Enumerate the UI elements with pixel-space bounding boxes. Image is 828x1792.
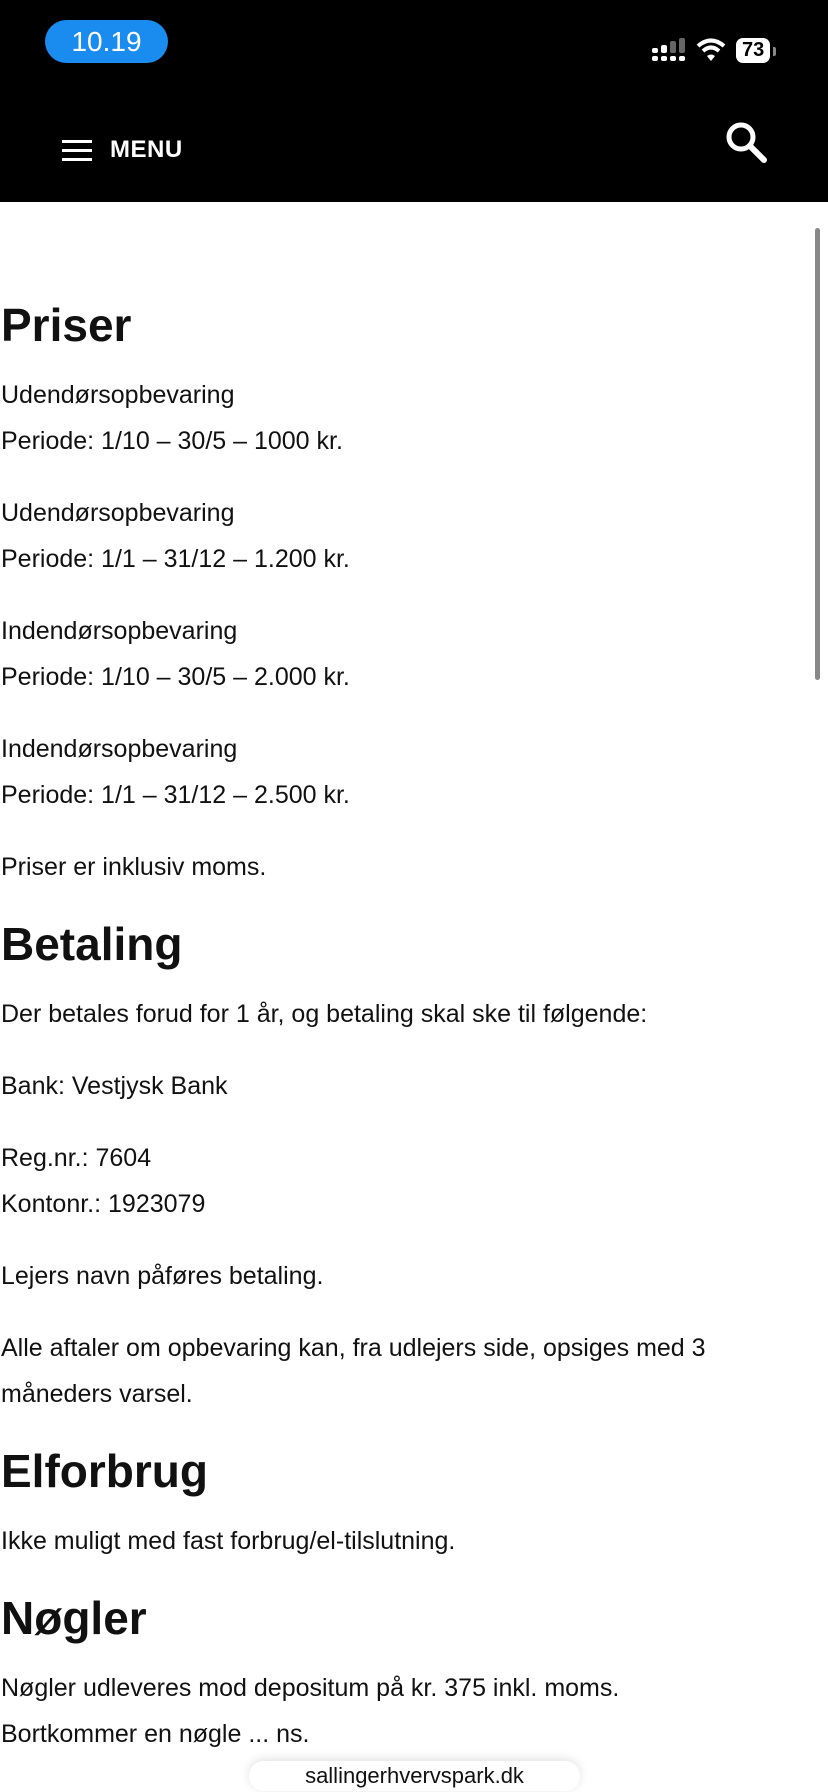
menu-label: MENU bbox=[110, 136, 183, 163]
termination-note: Alle aftaler om opbevaring kan, fra udlejers side, opsiges med 3 måneders varsel. bbox=[1, 1334, 706, 1408]
price-period: Periode: 1/1 – 31/12 – 2.500 kr. bbox=[1, 781, 350, 809]
scrollbar[interactable] bbox=[815, 228, 820, 680]
wifi-icon bbox=[696, 38, 726, 62]
search-icon bbox=[724, 120, 770, 164]
price-item bbox=[1, 372, 791, 464]
payment-intro: Der betales forud for 1 år, og betaling skal ske til følgende: bbox=[1, 1000, 648, 1028]
price-period: Periode: 1/10 – 30/5 – 1000 kr. bbox=[1, 427, 343, 455]
vat-note: Priser er inklusiv moms. bbox=[1, 853, 267, 881]
account-number: Kontonr.: 1923079 bbox=[1, 1190, 206, 1218]
price-type: Udendørsopbevaring bbox=[1, 381, 235, 409]
keys-lost: Bortkommer en nøgle ... ns. bbox=[1, 1720, 310, 1748]
bank-name: Bank: Vestjysk Bank bbox=[1, 1072, 228, 1100]
keys-note bbox=[1, 1665, 791, 1757]
price-item bbox=[1, 490, 791, 582]
browser-address-bar[interactable] bbox=[249, 1761, 580, 1791]
menu-button[interactable] bbox=[62, 136, 183, 164]
price-period: Periode: 1/10 – 30/5 – 2.000 kr. bbox=[1, 663, 350, 691]
keys-deposit: Nøgler udleveres mod depositum på kr. 375 inkl. moms. bbox=[1, 1674, 620, 1702]
section-heading-noegler: Nøgler bbox=[1, 1592, 147, 1644]
price-type: Indendørsopbevaring bbox=[1, 617, 238, 645]
reg-number: Reg.nr.: 7604 bbox=[1, 1144, 152, 1172]
url-text: sallingerhvervspark.dk bbox=[305, 1763, 524, 1788]
price-type: Indendørsopbevaring bbox=[1, 735, 238, 763]
bank-account bbox=[1, 1135, 791, 1227]
status-time: 10.19 bbox=[45, 20, 168, 63]
section-heading-priser: Priser bbox=[1, 299, 132, 351]
price-period: Periode: 1/1 – 31/12 – 1.200 kr. bbox=[1, 545, 350, 573]
price-type: Udendørsopbevaring bbox=[1, 499, 235, 527]
hamburger-icon bbox=[62, 138, 92, 162]
battery-indicator: 73 bbox=[736, 38, 770, 63]
page-content bbox=[1, 295, 791, 1783]
price-item bbox=[1, 608, 791, 700]
search-button[interactable] bbox=[724, 120, 770, 169]
site-header bbox=[0, 0, 828, 202]
cellular-signal-icon bbox=[652, 38, 686, 62]
section-heading-betaling: Betaling bbox=[1, 918, 183, 970]
price-item bbox=[1, 726, 791, 818]
electricity-note: Ikke muligt med fast forbrug/el-tilslutning. bbox=[1, 1527, 456, 1555]
status-icons bbox=[652, 34, 770, 66]
section-heading-elforbrug: Elforbrug bbox=[1, 1445, 208, 1497]
payment-reference-note: Lejers navn påføres betaling. bbox=[1, 1262, 324, 1290]
